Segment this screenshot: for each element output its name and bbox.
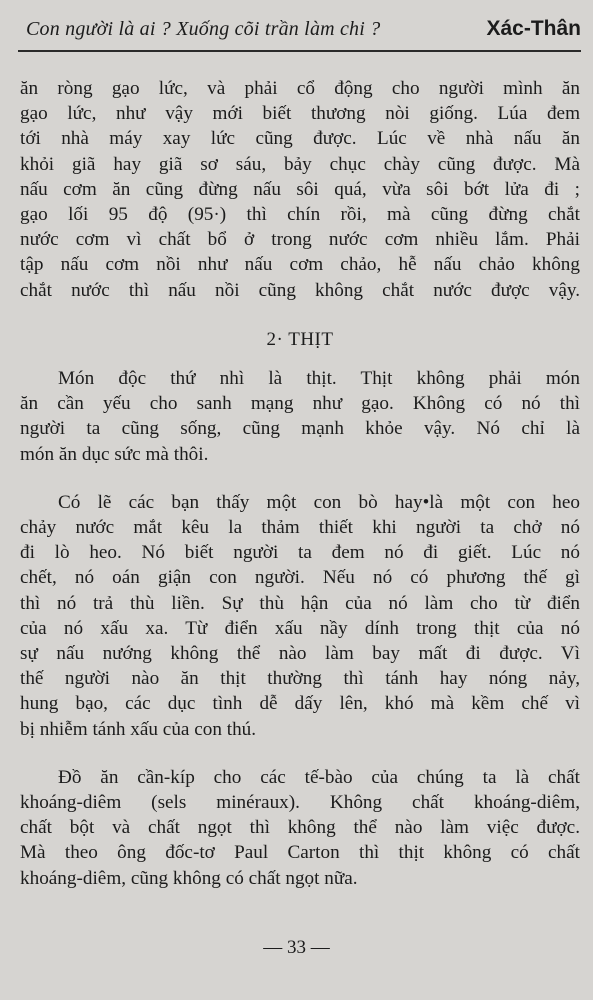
text-line: thì nó trả thù liền. Sự thù hận của nó làm cho từ điển <box>20 592 580 614</box>
text-line: thế người nào ăn thịt thường thì tánh hay nóng nảy, <box>20 668 580 690</box>
text-line: tập nấu cơm nồi như nấu cơm chảo, hễ nấu chảo không <box>20 254 580 276</box>
header-title: Con người là ai ? Xuống cõi trần làm chi ? <box>26 18 381 40</box>
text-line: nước cơm vì chất bổ ở trong nước cơm nhiều lắm. Phải <box>20 229 580 251</box>
paragraph-1 <box>20 76 580 303</box>
text-line: chảy nước mắt kêu la thảm thiết khi người ta chở nó <box>20 517 580 539</box>
text-line: chết, nó oán giận con người. Nếu nó có phương thế gì <box>20 567 580 589</box>
page-body <box>20 76 580 891</box>
text-line: Đồ ăn cần-kíp cho các tế-bào của chúng ta là chất <box>58 766 580 788</box>
page-number: — 33 — <box>263 937 330 958</box>
paragraph-2 <box>20 366 580 467</box>
text-line: khỏi giã hay giã sơ sáu, bảy chục chày cũng được. Mà <box>20 153 580 175</box>
text-line: đi lò heo. Nó biết người ta đem nó đi giết. Lúc nó <box>20 542 580 564</box>
text-line: Món độc thứ nhì là thịt. Thịt không phải món <box>58 368 580 390</box>
text-line: gạo lức, như vậy mới biết thương nòi giống. Lúa đem <box>20 103 580 125</box>
text-line: chắt nước thì nấu nồi cũng không chắt nước được vậy. <box>20 279 580 301</box>
text-line: khoáng-diêm (sels minéraux). Không chất khoáng-diêm, <box>20 792 580 814</box>
paragraph-3 <box>20 490 580 742</box>
text-line: Có lẽ các bạn thấy một con bò hay•là một con heo <box>58 491 580 513</box>
paragraph-gap <box>20 467 580 490</box>
section-title: 2· THỊT <box>266 328 334 350</box>
text-line: ăn ròng gạo lức, và phải cổ động cho người mình ăn <box>20 78 580 99</box>
text-line: của nó xấu xa. Từ điển xấu nầy dính trong thịt của nó <box>20 617 580 639</box>
text-line: chất bột và chất ngọt thì không thể nào làm việc được. <box>20 817 580 839</box>
text-line: người ta cũng sống, cũng mạnh khỏe vậy. Nó chỉ là <box>20 418 580 440</box>
running-header <box>18 14 581 52</box>
text-line: món ăn dục sức mà thôi. <box>20 443 209 465</box>
text-line: tới nhà máy xay lức cũng được. Lúc về nhà nấu ăn <box>20 128 580 150</box>
text-line: bị nhiễm tánh xấu của con thú. <box>20 718 257 740</box>
text-line: khoáng-diêm, cũng không có chất ngọt nữa. <box>20 867 358 889</box>
text-line: sự nấu nướng không thể nào làm bay mất đi được. Vì <box>20 643 580 665</box>
paragraph-4 <box>20 765 580 891</box>
text-line: ăn cần yếu cho sanh mạng như gạo. Không có nó thì <box>20 393 580 415</box>
text-line: gạo lối 95 độ (95·) thì chín rồi, mà cũng đừng chắt <box>20 204 580 226</box>
text-line: hung bạo, các dục tình dễ dấy lên, khó mà kềm chế vì <box>20 693 580 715</box>
header-author: Xác-Thân <box>486 17 581 40</box>
text-line: Mà theo ông đốc-tơ Paul Carton thì thịt không có chất <box>20 842 580 864</box>
paragraph-gap <box>20 742 580 765</box>
text-line: nấu cơm ăn cũng đừng nấu sôi quá, vừa sôi bớt lửa đi ; <box>20 178 580 200</box>
